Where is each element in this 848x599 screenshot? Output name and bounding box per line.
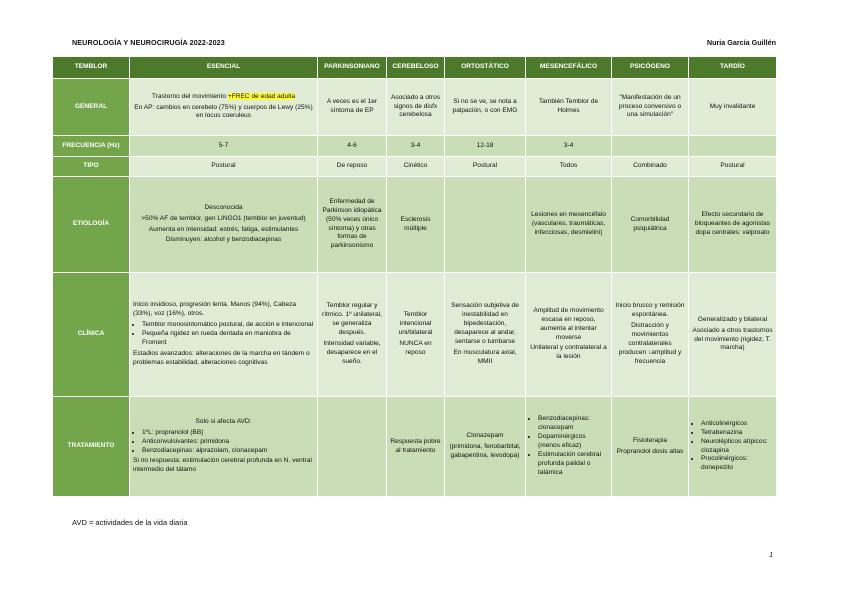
cell-clinica-tardio	[689, 273, 777, 397]
cell-clinica-parkinsoniano	[318, 273, 387, 397]
text-cerebeloso-1: Temblor intencional uni/bilateral	[398, 311, 433, 337]
header-row	[53, 57, 777, 79]
cell-etiologia-esencial	[130, 177, 318, 273]
text-clinica-1: Inicio insidioso, progresión lenta. Manos (94%), Cabeza (33%), voz (16%), otros.	[133, 301, 297, 318]
list-item: • Benzodiacepinas: alprazolam, clonacepam	[142, 447, 314, 456]
text-psicogeno-2: Distracción y movimientos contralaterales producen ↓amplitud y frecuencia	[618, 322, 682, 365]
row-label-tipo: TIPO	[53, 157, 130, 177]
author-name: Nuria García Guillén	[706, 38, 776, 47]
row-label-tratamiento: TRATAMIENTO	[53, 397, 130, 497]
col-header-ortostatico: ORTOSTÁTICO	[445, 57, 526, 79]
cell-tipo-tardio: Postural	[689, 157, 777, 177]
list-item: • Neurolépticos atípicos: clozapina	[701, 438, 773, 456]
cell-tratamiento-psicogeno	[612, 397, 689, 497]
row-label-etiologia: ETIOLOGÍA	[53, 177, 130, 273]
text-etiologia-4: Disminuyen: alcohol y benzodiacepinas	[165, 236, 282, 244]
col-header-parkinsoniano: PARKINSONIANO	[318, 57, 387, 79]
text-ortostatico-trat-2: (primidona, fenobarbital, gabapentina, levodopa)	[449, 443, 521, 459]
col-header-mesencefalico: MESENCEFÁLICO	[526, 57, 612, 79]
text-mesencefalico-2: Unilateral y contralateral a la lesión	[530, 344, 607, 361]
text-esencial-general-a: Trastorno del movimiento	[151, 92, 228, 100]
cell-frecuencia-psicogeno	[612, 136, 689, 157]
text-ortostatico-trat-1: Clonazepam	[466, 432, 504, 440]
page-number: 1	[769, 552, 773, 559]
cell-etiologia-tardio: Efecto secundario de bloqueantes de agonistas dopa centrales: valproato	[689, 177, 777, 273]
row-label-frecuencia: FRECUENCIA (Hz)	[53, 136, 130, 157]
text-etiologia-3: Aumenta en intensidad: estrés, fatiga, estimulantes	[148, 225, 299, 233]
cell-etiologia-mesencefalico: Lesiones en mesencéfalo (vasculares, traumáticas, infecciosas, desmielini)	[526, 177, 612, 273]
row-label-clinica: CLÍNICA	[53, 273, 130, 397]
col-header-psicogeno: PSICÓGENO	[612, 57, 689, 79]
list-item: • Tetrabenazina	[701, 429, 773, 438]
list-item: • Estimulación cerebral profunda palidal o talámica	[538, 451, 608, 478]
cell-frecuencia-tardio	[689, 136, 777, 157]
text-psicogeno-trat-1: Fisioterapia	[632, 436, 668, 444]
cell-frecuencia-parkinsoniano: 4-6	[318, 136, 387, 157]
text-esencial-general-b: En AP: cambios en cerebelo (75%) y cuerpos de Lewy (25%) en locus coeruleus	[134, 103, 313, 120]
list-item: • Anticonvulsivantes: primidona	[142, 438, 314, 447]
cell-frecuencia-ortostatico: 12-18	[445, 136, 526, 157]
list-item: • Temblor monosintomático postural, de acción e intencional	[142, 321, 314, 330]
cell-clinica-esencial	[130, 273, 318, 397]
cell-general-psicogeno: "Manifestación de un proceso conversivo o una simulación"	[612, 79, 689, 136]
list-item: • Dopaminérgicos (menos eficaz)	[538, 433, 608, 451]
cell-clinica-cerebeloso	[387, 273, 445, 397]
cell-clinica-ortostatico	[445, 273, 526, 397]
cell-tipo-parkinsoniano: De reposo	[318, 157, 387, 177]
cell-tratamiento-parkinsoniano	[318, 397, 387, 497]
list-tratamiento-tardio	[692, 420, 773, 473]
text-tratamiento-2: Si no respuesta: estimulación cerebral profunda en N. ventral intermedio del tálamo	[133, 457, 312, 474]
text-etiologia-2: >50% AF de temblor, gen LINGO1 (temblor en juventud)	[141, 214, 306, 222]
list-item: • Benzodiacepinas: clonacepam	[538, 415, 608, 433]
list-tratamiento-mesencefalico	[529, 415, 608, 477]
text-tratamiento-1: Solo si afecta AVD:	[195, 417, 252, 425]
cell-etiologia-parkinsoniano: Enfermedad de Parkinson idiopática (50% veces único síntoma) y otras formas de parkinsonismo	[318, 177, 387, 273]
row-frecuencia	[53, 136, 777, 157]
text-psicogeno-trat-2: Propranolol dosis altas	[616, 447, 684, 455]
cell-tratamiento-esencial	[130, 397, 318, 497]
cell-tratamiento-ortostatico	[445, 397, 526, 497]
cell-general-parkinsoniano: A veces es el 1er síntoma de EP	[318, 79, 387, 136]
cell-etiologia-psicogeno: Comorbilidad psiquiátrica	[612, 177, 689, 273]
highlighted-text: +FREC de edad adulta	[227, 92, 296, 100]
cell-general-mesencefalico: También Temblor de Holmes	[526, 79, 612, 136]
tremor-table	[52, 56, 777, 497]
text-parkinsoniano-2: Intensidad variable, desaparece en el sueño.	[323, 339, 381, 365]
cell-tipo-esencial: Postural	[130, 157, 318, 177]
text-clinica-2: Estadios avanzados: alteraciones de la marcha en tándem o problemas estabilidad, alteraciones cognitivas	[133, 349, 310, 366]
text-cerebeloso-2: NUNCA en reposo	[399, 339, 432, 356]
cell-tipo-psicogeno: Combinado	[612, 157, 689, 177]
cell-tipo-cerebeloso: Cinético	[387, 157, 445, 177]
cell-clinica-psicogeno	[612, 273, 689, 397]
cell-tratamiento-mesencefalico	[526, 397, 612, 497]
footnote: AVD = actividades de la vida diaria	[72, 518, 188, 527]
cell-frecuencia-esencial: 5-7	[130, 136, 318, 157]
row-tipo	[53, 157, 777, 177]
row-label-general: GENERAL	[53, 79, 130, 136]
text-psicogeno-1: Inicio brusco y remisión espontánea.	[615, 302, 685, 319]
text-tardio-2: Asociado a otros trastornos del movimiento (rigidez, T. marcha)	[692, 326, 773, 352]
list-item: • Procolinérgicos: donepezilo	[701, 455, 773, 473]
text-etiologia-1: Desconocida	[204, 203, 243, 211]
cell-general-esencial	[130, 79, 318, 136]
col-header-esencial: ESENCIAL	[130, 57, 318, 79]
col-header-cerebeloso: CEREBELOSO	[387, 57, 445, 79]
cell-tipo-mesencefalico: Todos	[526, 157, 612, 177]
cell-frecuencia-mesencefalico: 3-4	[526, 136, 612, 157]
cell-tratamiento-tardio	[689, 397, 777, 497]
row-general	[53, 79, 777, 136]
cell-general-cerebeloso: Asociado a otros signos de disfx cerebelosa	[387, 79, 445, 136]
list-tratamiento-esencial	[133, 429, 314, 456]
list-item: • 1ºL: propranolol (BB)	[142, 429, 314, 438]
row-tratamiento	[53, 397, 777, 497]
cell-tratamiento-cerebeloso: Respuesta pobre al tratamiento	[387, 397, 445, 497]
col-header-temblor: TEMBLOR	[53, 57, 130, 79]
cell-general-tardio: Muy invalidante	[689, 79, 777, 136]
row-clinica	[53, 273, 777, 397]
list-clinica-esencial	[133, 321, 314, 348]
list-item: • Anticolinérgicos	[701, 420, 773, 429]
text-ortostatico-1: Sensación subjetiva de inestabilidad en bipedestación, desaparece al andar, sentarse o tumbarse	[451, 302, 519, 345]
text-mesencefalico-1: Amplitud de movimiento escasa en reposo, aumenta al intentar moverse	[533, 306, 604, 341]
cell-general-ortostatico: Si no se ve, se nota a palpación, o con EMG	[445, 79, 526, 136]
cell-etiologia-cerebeloso: Esclerosis múltiple	[387, 177, 445, 273]
text-parkinsoniano-1: Temblor regular y rítmico. 1º unilateral, se generaliza después.	[322, 302, 382, 337]
col-header-tardio: TARDÍO	[689, 57, 777, 79]
cell-frecuencia-cerebeloso: 3-4	[387, 136, 445, 157]
document-title: NEUROLOGÍA Y NEUROCIRUGÍA 2022-2023	[72, 38, 225, 47]
cell-etiologia-ortostatico	[445, 177, 526, 273]
row-etiologia	[53, 177, 777, 273]
cell-tipo-ortostatico: Postural	[445, 157, 526, 177]
text-tardio-1: Generalizado y bilateral	[697, 315, 768, 323]
cell-clinica-mesencefalico	[526, 273, 612, 397]
list-item: • Pequeña rigidez en rueda dentada en maniobra de Froment	[142, 330, 314, 348]
text-ortostatico-2: En musculatura axial, MMII	[453, 348, 517, 365]
